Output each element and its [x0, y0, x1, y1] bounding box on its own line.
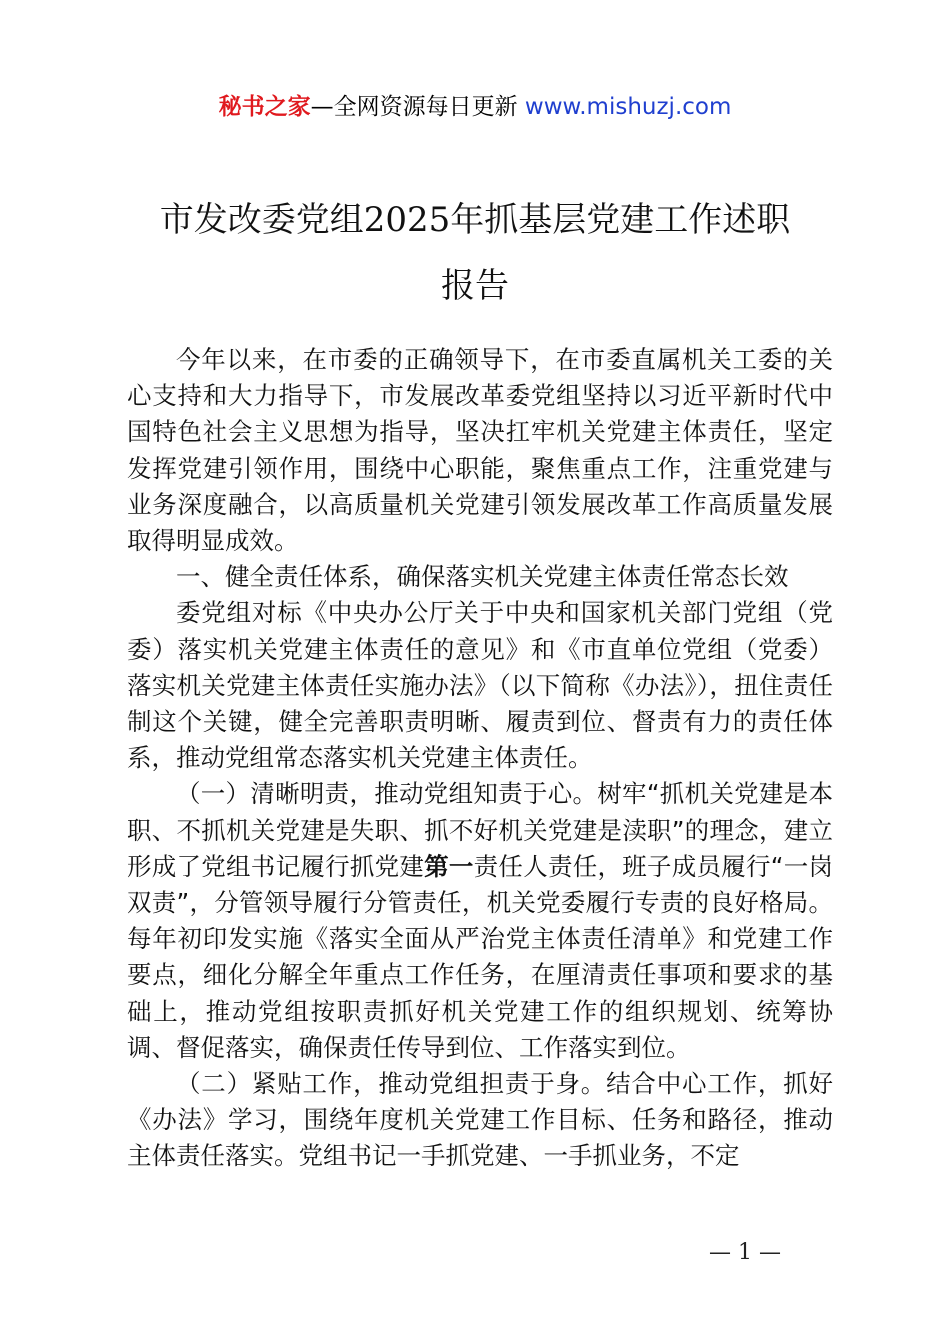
intro-paragraph: 今年以来，在市委的正确领导下，在市委直属机关工委的关心支持和大力指导下，市发展改革委党组坚持以习近平新时代中国特色社会主义思想为指导，坚决扛牢机关党建主体责任，坚定发挥党建引领作用，围绕中心职能，聚焦重点工作，注重党建与业务深度融合，以高质量机关党建引领发展改革工作高质量发展取得明显成效。	[127, 345, 833, 556]
document-title-line-2: 报告	[441, 266, 509, 306]
site-brand: 秘书之家	[218, 94, 311, 120]
emphasis-text: 第一	[424, 851, 474, 881]
section-heading-1: 一、健全责任体系，确保落实机关党建主体责任常态长效	[176, 562, 789, 592]
subsection-text-before: （一）清晰明责，推动党组知责于心。树牢“抓机关党建是本职、不抓机关党建是失职、抓不好机关党建是渎职”的理念，建立形成了党组书记履行抓党建	[127, 779, 833, 881]
section-paragraph-1: 委党组对标《中央办公厅关于中央和国家机关部门党组（党委）落实机关党建主体责任的意见》和《市直单位党组（党委）落实机关党建主体责任实施办法》（以下简称《办法》），扭住责任制这个关键，健全完善职责明晰、履责到位、督责有力的责任体系，推动党组常态落实机关党建主体责任。	[127, 598, 833, 773]
subsection-paragraph-1	[127, 776, 833, 1066]
site-header	[0, 88, 950, 121]
page-number: — 1 —	[709, 1240, 781, 1265]
site-slogan: —全网资源每日更新	[310, 94, 525, 120]
document-title-line-1: 市发改委党组2025年抓基层党建工作述职	[159, 200, 791, 240]
subsection-paragraph-2: （二）紧贴工作，推动党组担责于身。结合中心工作，抓好《办法》学习，围绕年度机关党建工作目标、任务和路径，推动主体责任落实。党组书记一手抓党建、一手抓业务，不定	[127, 1069, 833, 1171]
document-body	[127, 342, 833, 1175]
site-url-link[interactable]: www.mishuzj.com	[524, 94, 732, 120]
subsection-text-after: 责任人责任，班子成员履行“一岗双责”，分管领导履行分管责任，机关党委履行专责的良好格局。每年初印发实施《落实全面从严治党主体责任清单》和党建工作要点，细化分解全年重点工作任务，在厘清责任事项和要求的基础上，推动党组按职责抓好机关党建工作的组织规划、统筹协调、督促落实，确保责任传导到位、工作落实到位。	[127, 851, 834, 1062]
